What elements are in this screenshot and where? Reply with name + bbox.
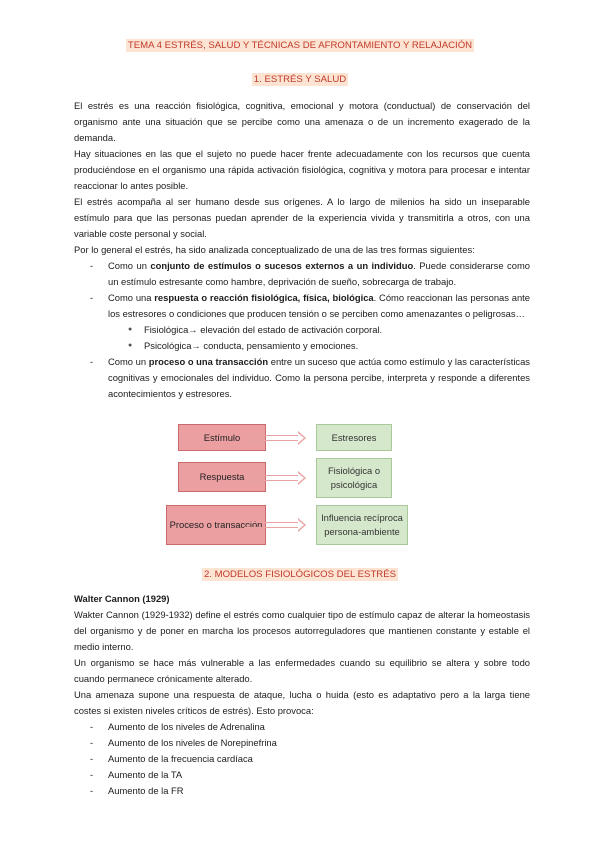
- section1-body: [74, 98, 530, 402]
- list-item: - Aumento de los niveles de Adrenalina: [90, 721, 265, 732]
- paragraph: Hay situaciones en las que el sujeto no puede hacer frente adecuadamente con los recursos que cuenta produciéndose en el organismo una rápida activación fisiológica, cognitiva y motora para procesar e intentar reaccionar lo antes posible.: [74, 148, 530, 191]
- section2-body: [74, 591, 530, 799]
- diagram-box-fisiologica: Fisiológica o psicológica: [316, 458, 392, 498]
- diagram-box-estresores: Estresores: [316, 424, 392, 451]
- paragraph: El estrés acompaña al ser humano desde sus orígenes. A lo largo de milenios ha sido un inseparable estímulo para que las personas puedan aprender de la experiencia vivida y transmitirla a otros, con una variable coste personal y social.: [74, 196, 530, 239]
- list-item: - Aumento de la TA: [90, 769, 183, 780]
- definition-list: [74, 258, 530, 322]
- list-item: - Aumento de la frecuencia cardíaca: [90, 753, 253, 764]
- document-title: TEMA 4 ESTRÉS, SALUD Y TÉCNICAS DE AFRONTAMIENTO Y RELAJACIÓN: [127, 40, 473, 51]
- diagram-box-influencia: Influencia recíproca persona-ambiente: [316, 505, 408, 545]
- paragraph: Wakter Cannon (1929-1932) define el estrés como cualquier tipo de estímulo capaz de alterar la homeostasis del organismo y de poner en marcha los procesos autorreguladores que mantienen constante y estable el medio interno.: [74, 609, 530, 652]
- paragraph: Por lo general el estrés, ha sido analizada conceptualizado de una de las tres formas siguientes:: [74, 244, 475, 255]
- paragraph: Una amenaza supone una respuesta de ataque, lucha o huida (esto es adaptativo pero a la larga tiene costes si existen niveles críticos de estrés). Esto provoca:: [74, 689, 530, 716]
- sub-list-item: ● Psicológica→ conducta, pensamiento y emociones.: [74, 338, 530, 354]
- arrow-icon: [244, 475, 298, 481]
- list-item: - Aumento de los niveles de Norepinefrina: [90, 737, 277, 748]
- diagram-box-estimulo: Estímulo: [178, 424, 266, 451]
- effects-list: [74, 719, 530, 799]
- diagram-box-proceso: Proceso o transacción: [166, 505, 266, 545]
- list-item: - Como un proceso o una transacción entre un suceso que actúa como estímulo y las características cognitivas y emocionales del individuo. Como la persona percibe, interpreta y responde a diferentes acontecimientos y estresores.: [90, 356, 530, 399]
- section1-heading: 1. ESTRÉS Y SALUD: [253, 74, 347, 85]
- diagram-box-respuesta: Respuesta: [178, 462, 266, 492]
- subheading: Walter Cannon (1929): [74, 593, 170, 604]
- arrow-icon: [244, 522, 298, 528]
- list-item: - Como un conjunto de estímulos o sucesos externos a un individuo. Puede considerarse como un estímulo estresante como hambre, deprivación de sueño, sobrecarga de trabajo.: [90, 260, 530, 287]
- bullet-icon: ●: [128, 326, 133, 333]
- section2-heading: 2. MODELOS FISIOLÓGICOS DEL ESTRÉS: [203, 569, 397, 580]
- list-item: - Como una respuesta o reacción fisiológica, física, biológica. Cómo reaccionan las personas ante los estresores o condiciones que producen tensión o se perciben como amenazantes o peligrosas…: [90, 292, 530, 319]
- list-item: - Aumento de la FR: [90, 785, 184, 796]
- paragraph: El estrés es una reacción fisiológica, cognitiva, emocional y motora (conductual) de conservación del organismo ante una situación que se percibe como una amenaza o de un incremento exagerado de la demanda.: [74, 100, 530, 143]
- arrow-icon: [244, 435, 298, 441]
- bullet-icon: ●: [128, 342, 133, 349]
- sub-list: [74, 322, 530, 354]
- sub-list-item: ● Fisiológica→ elevación del estado de activación corporal.: [74, 322, 530, 338]
- paragraph: Un organismo se hace más vulnerable a las enfermedades cuando su equilibrio se altera y sobre todo cuando permanece crónicamente alterado.: [74, 657, 530, 684]
